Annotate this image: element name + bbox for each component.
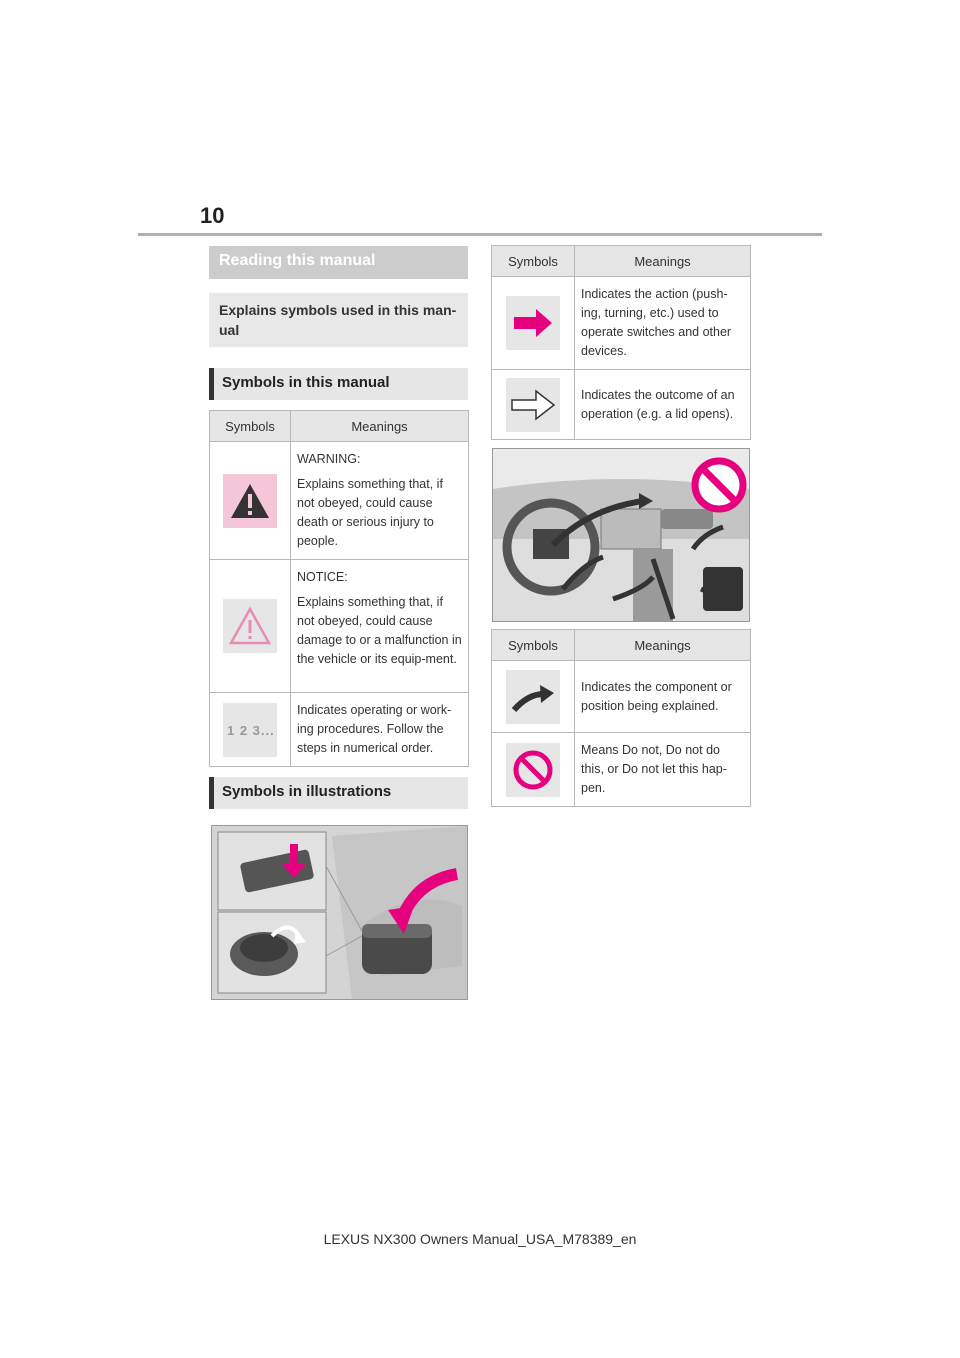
section-head-manual: Symbols in this manual xyxy=(209,368,468,400)
armrest-illustration xyxy=(211,825,468,1000)
table-header-row xyxy=(492,246,751,277)
outline-arrow-icon xyxy=(506,378,560,432)
table-row xyxy=(492,277,751,370)
symbols-right-table-1 xyxy=(491,245,751,440)
symbols-manual-table xyxy=(209,410,469,767)
top-rule xyxy=(138,233,822,236)
table-row xyxy=(210,693,469,767)
subheading-text: Explains symbols used in this man- ual xyxy=(219,302,457,338)
col-symbols-header: Symbols xyxy=(492,630,575,661)
prohibition-text: Means Do not, Do not do this, or Do not let this hap-pen. xyxy=(581,743,727,795)
outcome-text: Indicates the outcome of an operation (e.g. a lid opens). xyxy=(581,387,735,421)
symbols-right-table-2 xyxy=(491,629,751,807)
col-meanings-header: Meanings xyxy=(575,246,751,277)
warning-title: WARNING: xyxy=(297,452,361,466)
table-header-row xyxy=(210,411,469,442)
procedure-text: Indicates operating or work-ing procedures. Follow the steps in numerical order. xyxy=(297,703,452,755)
solid-arrow-icon xyxy=(506,296,560,350)
notice-text: Explains something that, if not obeyed, could cause damage to or a malfunction in the vehicle or its equip-ment. xyxy=(297,595,462,666)
prohibition-icon xyxy=(506,743,560,797)
subheading xyxy=(209,293,468,347)
notice-title: NOTICE: xyxy=(297,570,348,584)
numbered-steps-icon xyxy=(223,703,277,757)
page-heading: Reading this manual xyxy=(209,246,468,279)
warning-triangle-solid-icon xyxy=(223,474,277,528)
section-head-illustrations: Symbols in illustrations xyxy=(209,777,468,809)
component-text: Indicates the component or position being explained. xyxy=(581,679,732,713)
table-row xyxy=(492,733,751,807)
warning-text: Explains something that, if not obeyed, could cause death or serious injury to people. xyxy=(297,477,443,548)
table-row xyxy=(210,560,469,693)
table-row xyxy=(492,370,751,440)
action-text: Indicates the action (push-ing, turning, etc.) used to operate switches and other devices. xyxy=(581,287,732,358)
table-row xyxy=(492,661,751,733)
curved-arrow-icon xyxy=(506,670,560,724)
numbered-steps-label: 1 2 3... xyxy=(227,722,275,738)
table-header-row xyxy=(492,630,751,661)
table-row xyxy=(210,442,469,560)
col-symbols-header: Symbols xyxy=(210,411,291,442)
col-meanings-header: Meanings xyxy=(291,411,469,442)
col-meanings-header: Meanings xyxy=(575,630,751,661)
page-number: 10 xyxy=(200,203,225,228)
notice-triangle-outline-icon xyxy=(223,599,277,653)
footer-doc-id: LEXUS NX300 Owners Manual_USA_M78389_en xyxy=(323,1231,637,1247)
dashboard-illustration xyxy=(492,448,750,622)
col-symbols-header: Symbols xyxy=(492,246,575,277)
